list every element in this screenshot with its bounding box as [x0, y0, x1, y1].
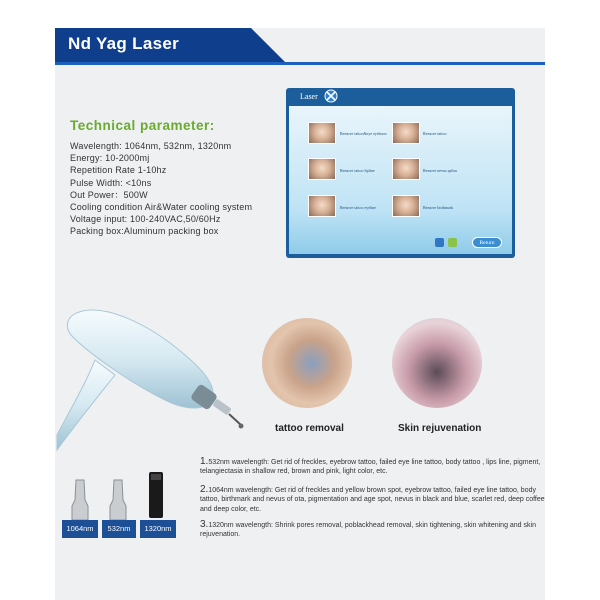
tattoo-removal-photo	[262, 318, 352, 408]
spec-item: Voltage input: 100-240VAC,50/60Hz	[70, 214, 221, 225]
screen-thumb[interactable]	[308, 158, 336, 180]
tip-label: 1320nm	[140, 520, 176, 538]
spec-item: Pulse Width: <10ns	[70, 177, 152, 188]
desc-number: 1.	[200, 456, 209, 467]
screen-thumb[interactable]	[392, 122, 420, 144]
screen-item-label[interactable]: Remove tattoo eyeline	[340, 205, 376, 210]
spec-item: Wavelength: 1064nm, 532nm, 1320nm	[70, 141, 232, 151]
handpiece-illustration	[55, 300, 255, 470]
feed-icon[interactable]	[448, 238, 457, 247]
tech-title: Technical parameter:	[70, 118, 215, 133]
wavelength-desc	[200, 485, 545, 514]
spec-item: Packing box:Aluminum packing box	[70, 226, 219, 237]
skin-rejuvenation-photo	[392, 318, 482, 408]
tip-label: 532nm	[102, 520, 136, 538]
spec-item: Out Power：500W	[70, 189, 148, 200]
spec-item: Repetition Rate 1-10hz	[70, 165, 167, 176]
spec-item: Cooling condition Air&Water cooling system	[70, 202, 253, 213]
screen-thumb[interactable]	[308, 122, 336, 144]
rss-icon[interactable]	[435, 238, 444, 247]
desc-text: 532nm wavelength: Get rid of freckles, eyebrow tattoo, failed eye line tattoo, body tattoo , lips line, pigment, telangiectasia in shallow red, brown and pink, light color, etc.	[200, 459, 541, 476]
tattoo-caption: tattoo removal	[275, 423, 344, 434]
screen-title: Laser	[300, 92, 318, 101]
screen-thumb[interactable]	[392, 158, 420, 180]
screen-thumb[interactable]	[308, 195, 336, 217]
desc-number: 2.	[200, 484, 209, 495]
header-divider	[55, 62, 545, 65]
tip-label: 1064nm	[62, 520, 98, 538]
tip-1320-icon	[146, 470, 166, 520]
tip-532-icon	[108, 478, 128, 522]
spec-item: Energy: 10-2000mj	[70, 153, 150, 164]
screen-item-label[interactable]: Remove nevus spilus	[423, 168, 457, 173]
page-title: Nd Yag Laser	[68, 34, 180, 53]
spec-list	[70, 140, 252, 238]
desc-text: 1064nm wavelength: Get rid of freckles and yellow brown spot, eyebrow tattoo, failed eye line tattoo, body tattoo, birthmark and nevus of ota, pigmentation and age spot, nevus in black and blue, scarlet red, deep coffee and deep color, etc.	[200, 487, 545, 513]
wavelength-desc	[200, 520, 545, 540]
screen-thumb[interactable]	[392, 195, 420, 217]
wavelength-desc	[200, 457, 545, 477]
screen-item-label[interactable]: Remove birthmark	[423, 205, 454, 210]
screen-item-label[interactable]: Remove tattoo	[423, 131, 447, 136]
skin-caption: Skin rejuvenation	[398, 423, 482, 434]
desc-number: 3.	[200, 519, 209, 530]
desc-text: 1320nm wavelength: Shrink pores removal, poblackhead removal, skin tightening, skin whitening and skin rejuvenation.	[200, 522, 536, 539]
screen-item-label[interactable]: Remove tattoo&eye eyebrow	[340, 131, 387, 136]
return-button[interactable]: Return	[472, 237, 502, 248]
screen-item-label[interactable]: Remove tattoo lipline	[340, 168, 375, 173]
laser-logo-icon	[324, 89, 338, 103]
tip-1064-icon	[70, 478, 90, 522]
